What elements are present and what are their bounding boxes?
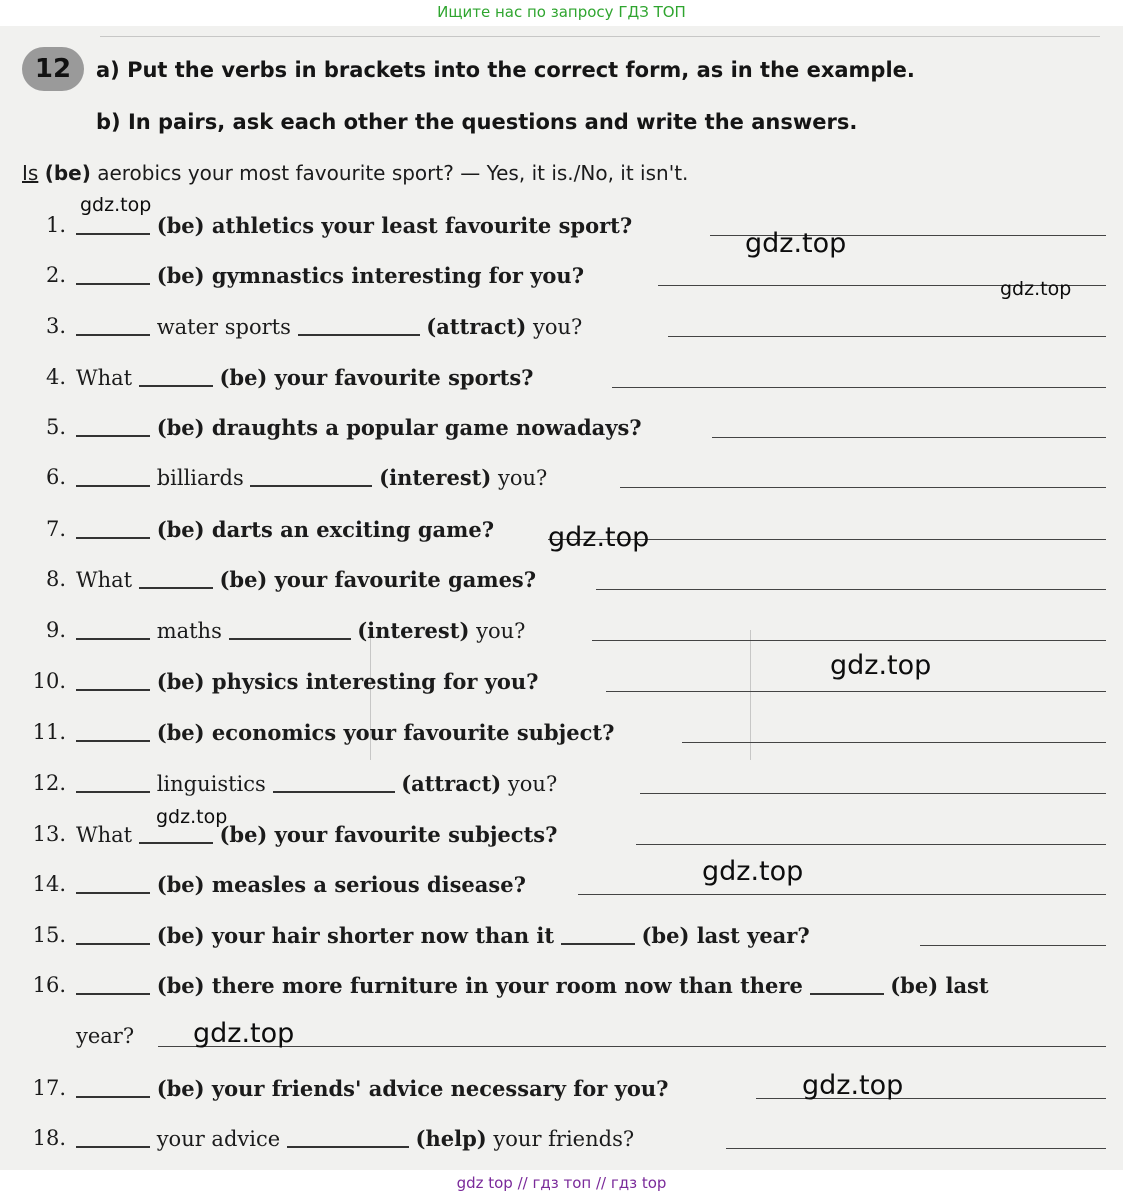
example-rest: aerobics your most favourite sport? — Yes, it is./No, it isn't.: [90, 161, 689, 185]
item-verb: (attract): [426, 314, 527, 339]
watermark: gdz.top: [830, 650, 932, 681]
item-number: 5.: [45, 415, 66, 439]
bottom-banner[interactable]: gdz top // гдз топ // гдз top: [0, 1170, 1123, 1198]
watermark: gdz.top: [802, 1070, 904, 1101]
item-text: What: [76, 568, 133, 592]
instruction-b: b) In pairs, ask each other the questions and write the answers.: [96, 110, 858, 134]
item-text: (be) gymnastics interesting for you?: [156, 263, 585, 288]
item-verb: (help): [415, 1126, 487, 1151]
exercise-item: [22, 567, 1112, 601]
item-verb: (interest): [379, 465, 492, 490]
instruction-a: a) Put the verbs in brackets into the correct form, as in the example.: [96, 58, 915, 82]
answer-line[interactable]: [682, 742, 1106, 743]
answer-line[interactable]: [726, 1148, 1106, 1149]
answer-blank[interactable]: [76, 720, 150, 742]
top-banner[interactable]: Ищите нас по запросу ГДЗ ТОП: [0, 0, 1123, 26]
answer-line[interactable]: [636, 844, 1106, 845]
example-sentence: [22, 161, 688, 185]
answer-blank[interactable]: [76, 213, 150, 235]
answer-blank[interactable]: [76, 923, 150, 945]
exercise-item-continuation: [22, 1024, 1112, 1058]
item-number: 3.: [45, 314, 66, 338]
answer-blank[interactable]: [76, 415, 150, 437]
answer-blank[interactable]: [76, 263, 150, 285]
answer-line[interactable]: [592, 640, 1106, 641]
example-verb: Is: [22, 161, 39, 185]
item-text: (be) your friends' advice necessary for you?: [156, 1076, 669, 1101]
exercise-item: [22, 1126, 1112, 1160]
item-text: What: [76, 366, 133, 390]
item-text: maths: [156, 619, 222, 643]
item-text: (be) your hair shorter now than it: [156, 923, 555, 948]
answer-line[interactable]: [596, 589, 1106, 590]
exercise-item: [22, 669, 1112, 703]
item-text: (be) draughts a popular game nowadays?: [156, 415, 642, 440]
answer-line[interactable]: [668, 336, 1106, 337]
answer-line[interactable]: [612, 387, 1106, 388]
item-text: (be) economics your favourite subject?: [156, 720, 615, 745]
answer-blank[interactable]: [76, 618, 150, 640]
exercise-item: [22, 365, 1112, 399]
item-number: 18.: [32, 1126, 66, 1150]
answer-line[interactable]: [640, 793, 1106, 794]
item-text: linguistics: [156, 772, 266, 796]
answer-blank[interactable]: [139, 365, 213, 387]
answer-blank[interactable]: [273, 771, 395, 793]
item-number: 15.: [32, 923, 66, 947]
exercise-item: [22, 1076, 1112, 1110]
answer-blank[interactable]: [76, 314, 150, 336]
exercise-item: [22, 618, 1112, 652]
item-text: (be) athletics your least favourite sport?: [156, 213, 633, 238]
item-text: you?: [507, 772, 558, 796]
exercise-item: [22, 415, 1112, 449]
item-number: 8.: [45, 567, 66, 591]
item-number: 7.: [45, 517, 66, 541]
watermark: gdz.top: [156, 806, 228, 828]
exercise-item: [22, 720, 1112, 754]
watermark: gdz.top: [548, 522, 650, 553]
answer-blank[interactable]: [76, 669, 150, 691]
answer-line[interactable]: [620, 487, 1106, 488]
item-text: (be) your favourite sports?: [219, 365, 534, 390]
item-text: your friends?: [493, 1127, 635, 1151]
bleed-rule: [100, 36, 1100, 37]
answer-blank[interactable]: [76, 517, 150, 539]
answer-blank[interactable]: [287, 1126, 409, 1148]
example-bracket: (be): [44, 161, 91, 185]
answer-line[interactable]: [606, 691, 1106, 692]
item-number: 1.: [45, 213, 66, 237]
item-text: (be) your favourite subjects?: [219, 822, 558, 847]
answer-blank[interactable]: [561, 923, 635, 945]
answer-line[interactable]: [920, 945, 1106, 946]
answer-line[interactable]: [158, 1046, 1106, 1047]
item-text: water sports: [156, 315, 291, 339]
answer-blank[interactable]: [229, 618, 351, 640]
answer-blank[interactable]: [76, 1076, 150, 1098]
item-number: 11.: [32, 720, 66, 744]
answer-blank[interactable]: [76, 465, 150, 487]
exercise-number-badge: 12: [22, 47, 84, 91]
item-text: you?: [476, 619, 526, 643]
exercise-item: [22, 465, 1112, 499]
item-text: (be) darts an exciting game?: [156, 517, 495, 542]
item-text: you?: [497, 466, 548, 490]
exercise-item: [22, 771, 1112, 805]
answer-blank[interactable]: [250, 465, 372, 487]
item-number: 14.: [32, 872, 66, 896]
exercise-item: [22, 263, 1112, 297]
exercise-item: [22, 923, 1112, 957]
answer-blank[interactable]: [810, 973, 884, 995]
answer-blank[interactable]: [139, 567, 213, 589]
item-number: 12.: [32, 771, 66, 795]
answer-line[interactable]: [578, 894, 1106, 895]
answer-blank[interactable]: [76, 973, 150, 995]
answer-line[interactable]: [712, 437, 1106, 438]
answer-blank[interactable]: [298, 314, 420, 336]
exercise-item: [22, 872, 1112, 906]
item-text: (be) there more furniture in your room now than there: [156, 973, 803, 998]
item-number: 13.: [32, 822, 66, 846]
item-text: your advice: [156, 1127, 281, 1151]
watermark: gdz.top: [193, 1018, 295, 1049]
watermark: gdz.top: [745, 228, 847, 259]
item-text: you?: [533, 315, 583, 339]
item-number: 17.: [32, 1076, 66, 1100]
watermark: gdz.top: [1000, 278, 1072, 300]
item-text: year?: [76, 1024, 135, 1048]
item-text: (be) physics interesting for you?: [156, 669, 539, 694]
item-text: billiards: [156, 466, 244, 490]
exercise-item: [22, 314, 1112, 348]
exercise-item: [22, 213, 1112, 247]
item-number: 10.: [32, 669, 66, 693]
item-text: (be) measles a serious disease?: [156, 872, 526, 897]
item-text: What: [76, 823, 133, 847]
watermark: gdz.top: [80, 194, 152, 216]
item-number: 6.: [45, 465, 66, 489]
item-text: (be) your favourite games?: [219, 567, 537, 592]
answer-blank[interactable]: [76, 1126, 150, 1148]
item-verb: (interest): [357, 618, 470, 643]
item-text: (be) last: [890, 973, 989, 998]
item-number: 9.: [45, 618, 66, 642]
item-number: 16.: [32, 973, 66, 997]
answer-blank[interactable]: [76, 771, 150, 793]
answer-blank[interactable]: [76, 872, 150, 894]
item-number: 4.: [45, 365, 66, 389]
exercise-item: [22, 973, 1112, 1007]
item-text: (be) last year?: [641, 923, 810, 948]
watermark: gdz.top: [702, 856, 804, 887]
item-verb: (attract): [401, 771, 502, 796]
item-number: 2.: [45, 263, 66, 287]
